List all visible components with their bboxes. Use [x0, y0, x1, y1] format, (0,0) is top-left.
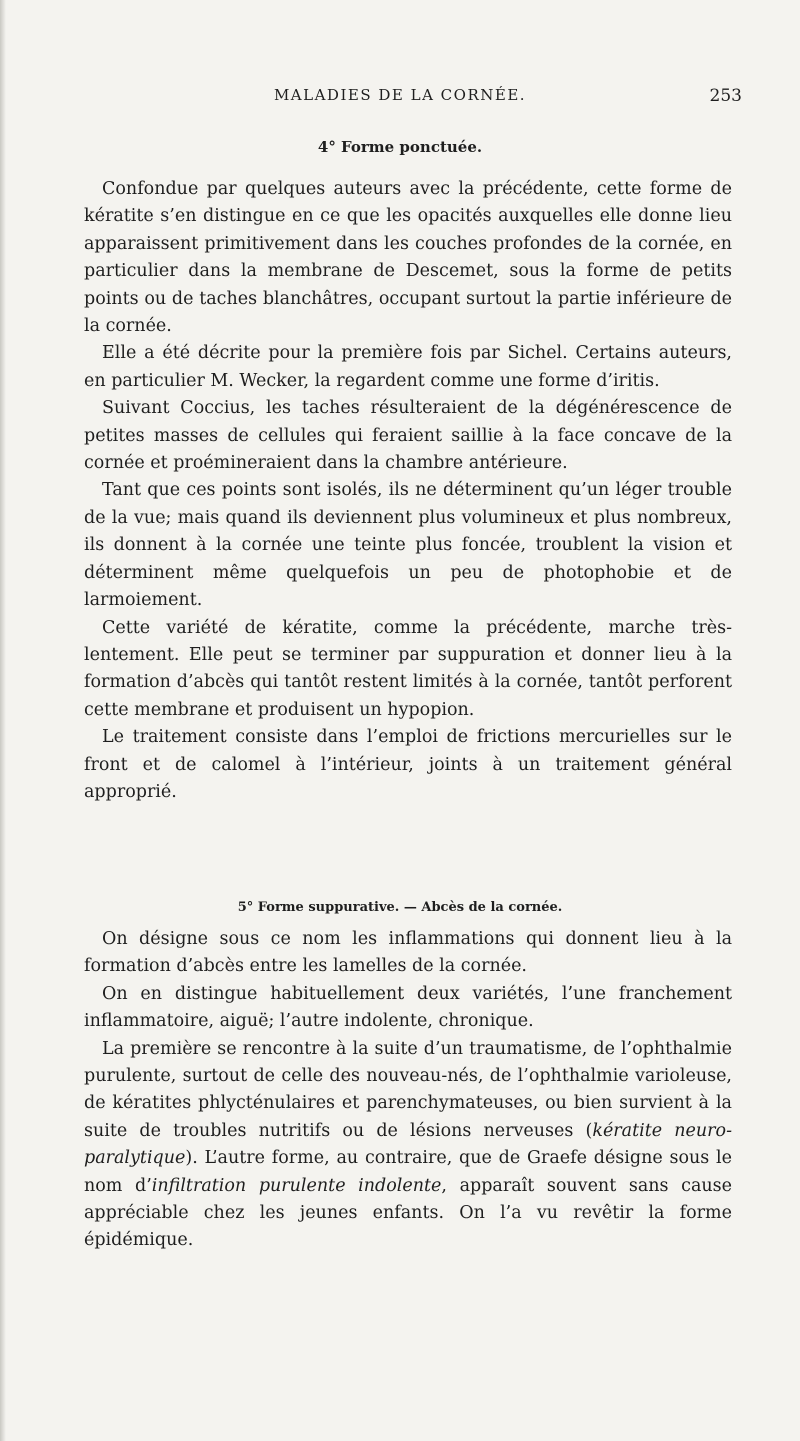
- section-5-body: [84, 926, 732, 1255]
- text-run: ). L’autre forme, au contraire, que de Graefe désigne sous le nom d’: [84, 1148, 732, 1196]
- italic-term: infiltration purulente indolente: [151, 1175, 442, 1196]
- page-edge-shadow: [0, 0, 6, 1441]
- italic-term: kératite neuro-paralytique: [84, 1120, 732, 1169]
- paragraph: On désigne sous ce nom les inflammations qui donnent lieu à la formation d’abcès entre les lamelles de la cornée.: [84, 929, 732, 977]
- running-title: MALADIES DE LA CORNÉE.: [273, 86, 527, 104]
- paragraph: [84, 1036, 732, 1255]
- paragraph: Cette variété de kératite, comme la précédente, marche très-lentement. Elle peut se terminer par suppuration et donner lieu à la formation d’abcès qui tantôt restent limités à la cornée, tantôt perforent cette membrane et produisent un hypopion.: [84, 617, 732, 720]
- text-run: , apparaît souvent sans cause appréciable chez les jeunes enfants. On l’a vu revêtir la forme épidémique.: [84, 1175, 732, 1251]
- section-4-body: [84, 176, 732, 806]
- page-number: 253: [709, 86, 742, 106]
- text-run: La première se rencontre à la suite d’un traumatisme, de l’ophthalmie purulente, surtout de celle des nouveau-nés, de l’ophthalmie varioleuse, de kératites phlycténulaires et parenchymateuses, ou bien survient à la suite de troubles nutritifs ou de lésions nerveuses (: [84, 1038, 732, 1141]
- section-4-heading: 4° Forme ponctuée.: [317, 138, 483, 156]
- paragraph: Suivant Coccius, les taches résulteraient de la dégénérescence de petites masses de cellules qui feraient saillie à la face concave de la cornée et proémineraient dans la chambre antérieure.: [84, 398, 732, 474]
- section-5-heading: 5° Forme suppurative. — Abcès de la cornée.: [237, 900, 563, 915]
- paragraph: Confondue par quelques auteurs avec la précédente, cette forme de kératite s’en distingue en ce que les opacités auxquelles elle donne lieu apparaissent primitivement dans les couches profondes de la cornée, en particulier dans la membrane de Descemet, sous la forme de petits points ou de taches blanchâtres, occupant surtout la partie inférieure de la cornée.: [84, 179, 732, 337]
- paragraph: Elle a été décrite pour la première fois par Sichel. Certains auteurs, en particulier M. Wecker, la regardent comme une forme d’iritis.: [84, 343, 732, 391]
- running-head: [0, 86, 800, 110]
- paragraph: Le traitement consiste dans l’emploi de frictions mercurielles sur le front et de calomel à l’intérieur, joints à un traitement général approprié.: [84, 727, 732, 802]
- paragraph: Tant que ces points sont isolés, ils ne déterminent qu’un léger trouble de la vue; mais quand ils deviennent plus volumineux et plus nombreux, ils donnent à la cornée une teinte plus foncée, troublent la vision et déterminent même quelquefois un peu de photophobie et de larmoiement.: [84, 480, 732, 611]
- paragraph: On en distingue habituellement deux variétés, l’une franchement inflammatoire, aiguë; l’autre indolente, chronique.: [84, 983, 732, 1032]
